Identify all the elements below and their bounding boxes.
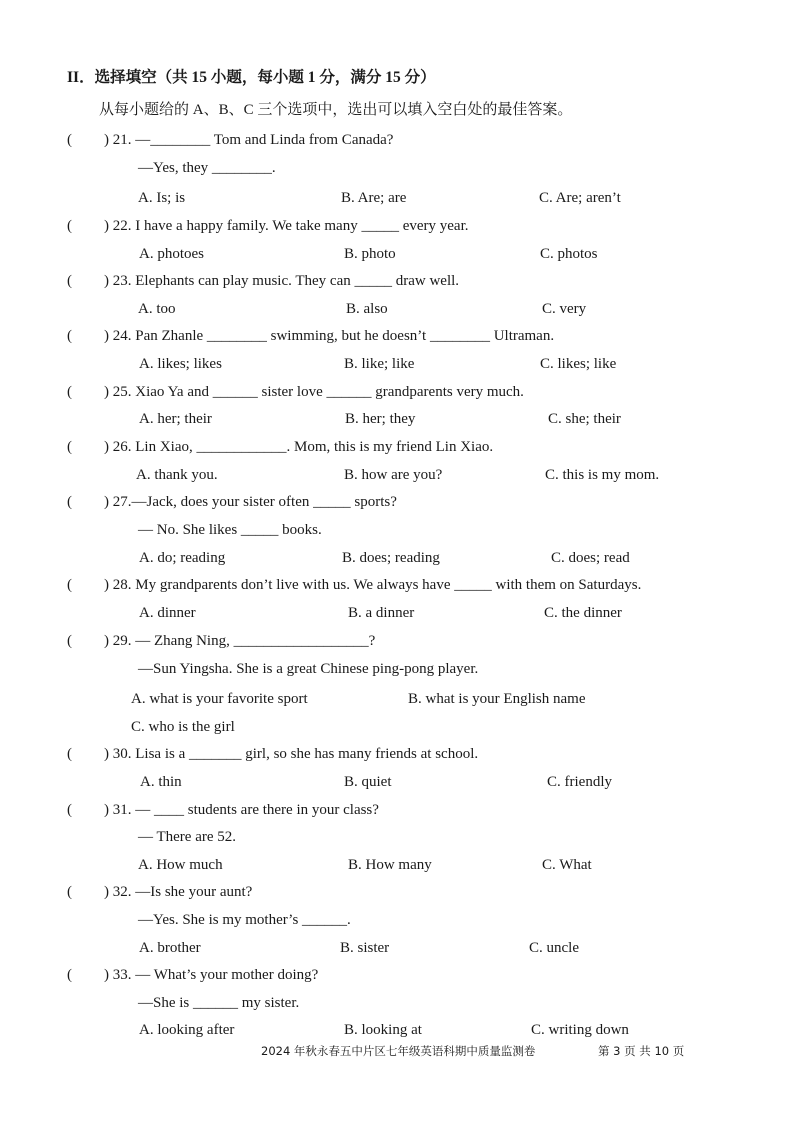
question-stem: ) 25. Xiao Ya and ______ sister love ______ grandparents very much. [104,384,524,400]
option-c: C. likes; like [540,356,617,372]
option-a: A. thin [140,774,182,790]
option-b: B. a dinner [348,605,415,621]
answer-paren: ( [67,633,72,649]
answer-paren: ( [67,328,72,344]
option-a: A. photoes [139,246,204,262]
option-b: B. sister [340,940,390,956]
answer-paren: ( [67,439,72,455]
question-stem: ) 22. I have a happy family. We take many _____ every year. [104,218,469,234]
footer-exam-title: 2024 年秋永春五中片区七年级英语科期中质量监测卷 [261,1044,536,1058]
answer-paren: ( [67,132,72,148]
answer-paren: ( [67,577,72,593]
option-a: A. her; their [139,411,212,427]
option-a: A. likes; likes [139,356,222,372]
option-a: A. looking after [139,1022,235,1038]
page-number: 第 3 页 共 10 页 [598,1044,685,1058]
question-stem: ) 21. —________ Tom and Linda from Canada? [104,132,394,148]
option-c: C. uncle [529,940,579,956]
answer-paren: ( [67,384,72,400]
question-stem: ) 23. Elephants can play music. They can _____ draw well. [104,273,460,289]
question-reply: —Yes, they ________. [138,160,276,176]
section-instruction: 从每小题给的 A、B、C 三个选项中，选出可以填入空白处的最佳答案。 [99,102,573,118]
option-b: B. like; like [344,356,415,372]
option-a: A. How much [138,857,223,873]
option-b: B. looking at [344,1022,422,1038]
question-stem: ) 28. My grandparents don’t live with us. We always have _____ with them on Saturdays. [104,577,642,593]
option-a: A. thank you. [136,467,218,483]
option-b: B. Are; are [341,190,407,206]
question-reply: —She is ______ my sister. [138,995,300,1011]
option-c: C. who is the girl [131,719,235,735]
answer-paren: ( [67,494,72,510]
option-a: A. do; reading [139,550,226,566]
option-c: C. Are; aren’t [539,190,621,206]
question-stem: ) 33. — What’s your mother doing? [104,967,319,983]
question-stem: ) 26. Lin Xiao, ____________. Mom, this is my friend Lin Xiao. [104,439,494,455]
question-stem: ) 31. — ____ students are there in your class? [104,802,379,818]
option-b: B. her; they [345,411,416,427]
answer-paren: ( [67,273,72,289]
answer-paren: ( [67,746,72,762]
question-reply: —Sun Yingsha. She is a great Chinese ping-pong player. [138,661,479,677]
question-reply: — There are 52. [138,829,237,845]
option-c: C. very [542,301,587,317]
option-c: C. does; read [551,550,630,566]
question-stem: ) 27.—Jack, does your sister often _____ sports? [104,494,397,510]
option-c: C. photos [540,246,598,262]
section-heading: II．选择填空（共 15 小题，每小题 1 分，满分 15 分） [67,69,436,86]
option-a: A. what is your favorite sport [131,691,308,707]
option-c: C. writing down [531,1022,629,1038]
question-stem: ) 24. Pan Zhanle ________ swimming, but he doesn’t ________ Ultraman. [104,328,555,344]
answer-paren: ( [67,802,72,818]
option-a: A. dinner [139,605,196,621]
question-stem: ) 29. — Zhang Ning, __________________? [104,633,376,649]
option-c: C. this is my mom. [545,467,660,483]
option-b: B. How many [348,857,432,873]
option-b: B. how are you? [344,467,443,483]
answer-paren: ( [67,967,72,983]
question-stem: ) 32. —Is she your aunt? [104,884,253,900]
answer-paren: ( [67,218,72,234]
option-b: B. what is your English name [408,691,586,707]
question-reply: —Yes. She is my mother’s ______. [138,912,351,928]
option-b: B. photo [344,246,396,262]
option-a: A. brother [139,940,201,956]
option-b: B. quiet [344,774,392,790]
option-a: A. Is; is [138,190,186,206]
option-c: C. What [542,857,592,873]
option-b: B. also [346,301,388,317]
question-stem: ) 30. Lisa is a _______ girl, so she has many friends at school. [104,746,479,762]
option-c: C. friendly [547,774,612,790]
option-c: C. the dinner [544,605,622,621]
option-c: C. she; their [548,411,621,427]
option-b: B. does; reading [342,550,440,566]
question-reply: — No. She likes _____ books. [138,522,322,538]
option-a: A. too [138,301,176,317]
answer-paren: ( [67,884,72,900]
